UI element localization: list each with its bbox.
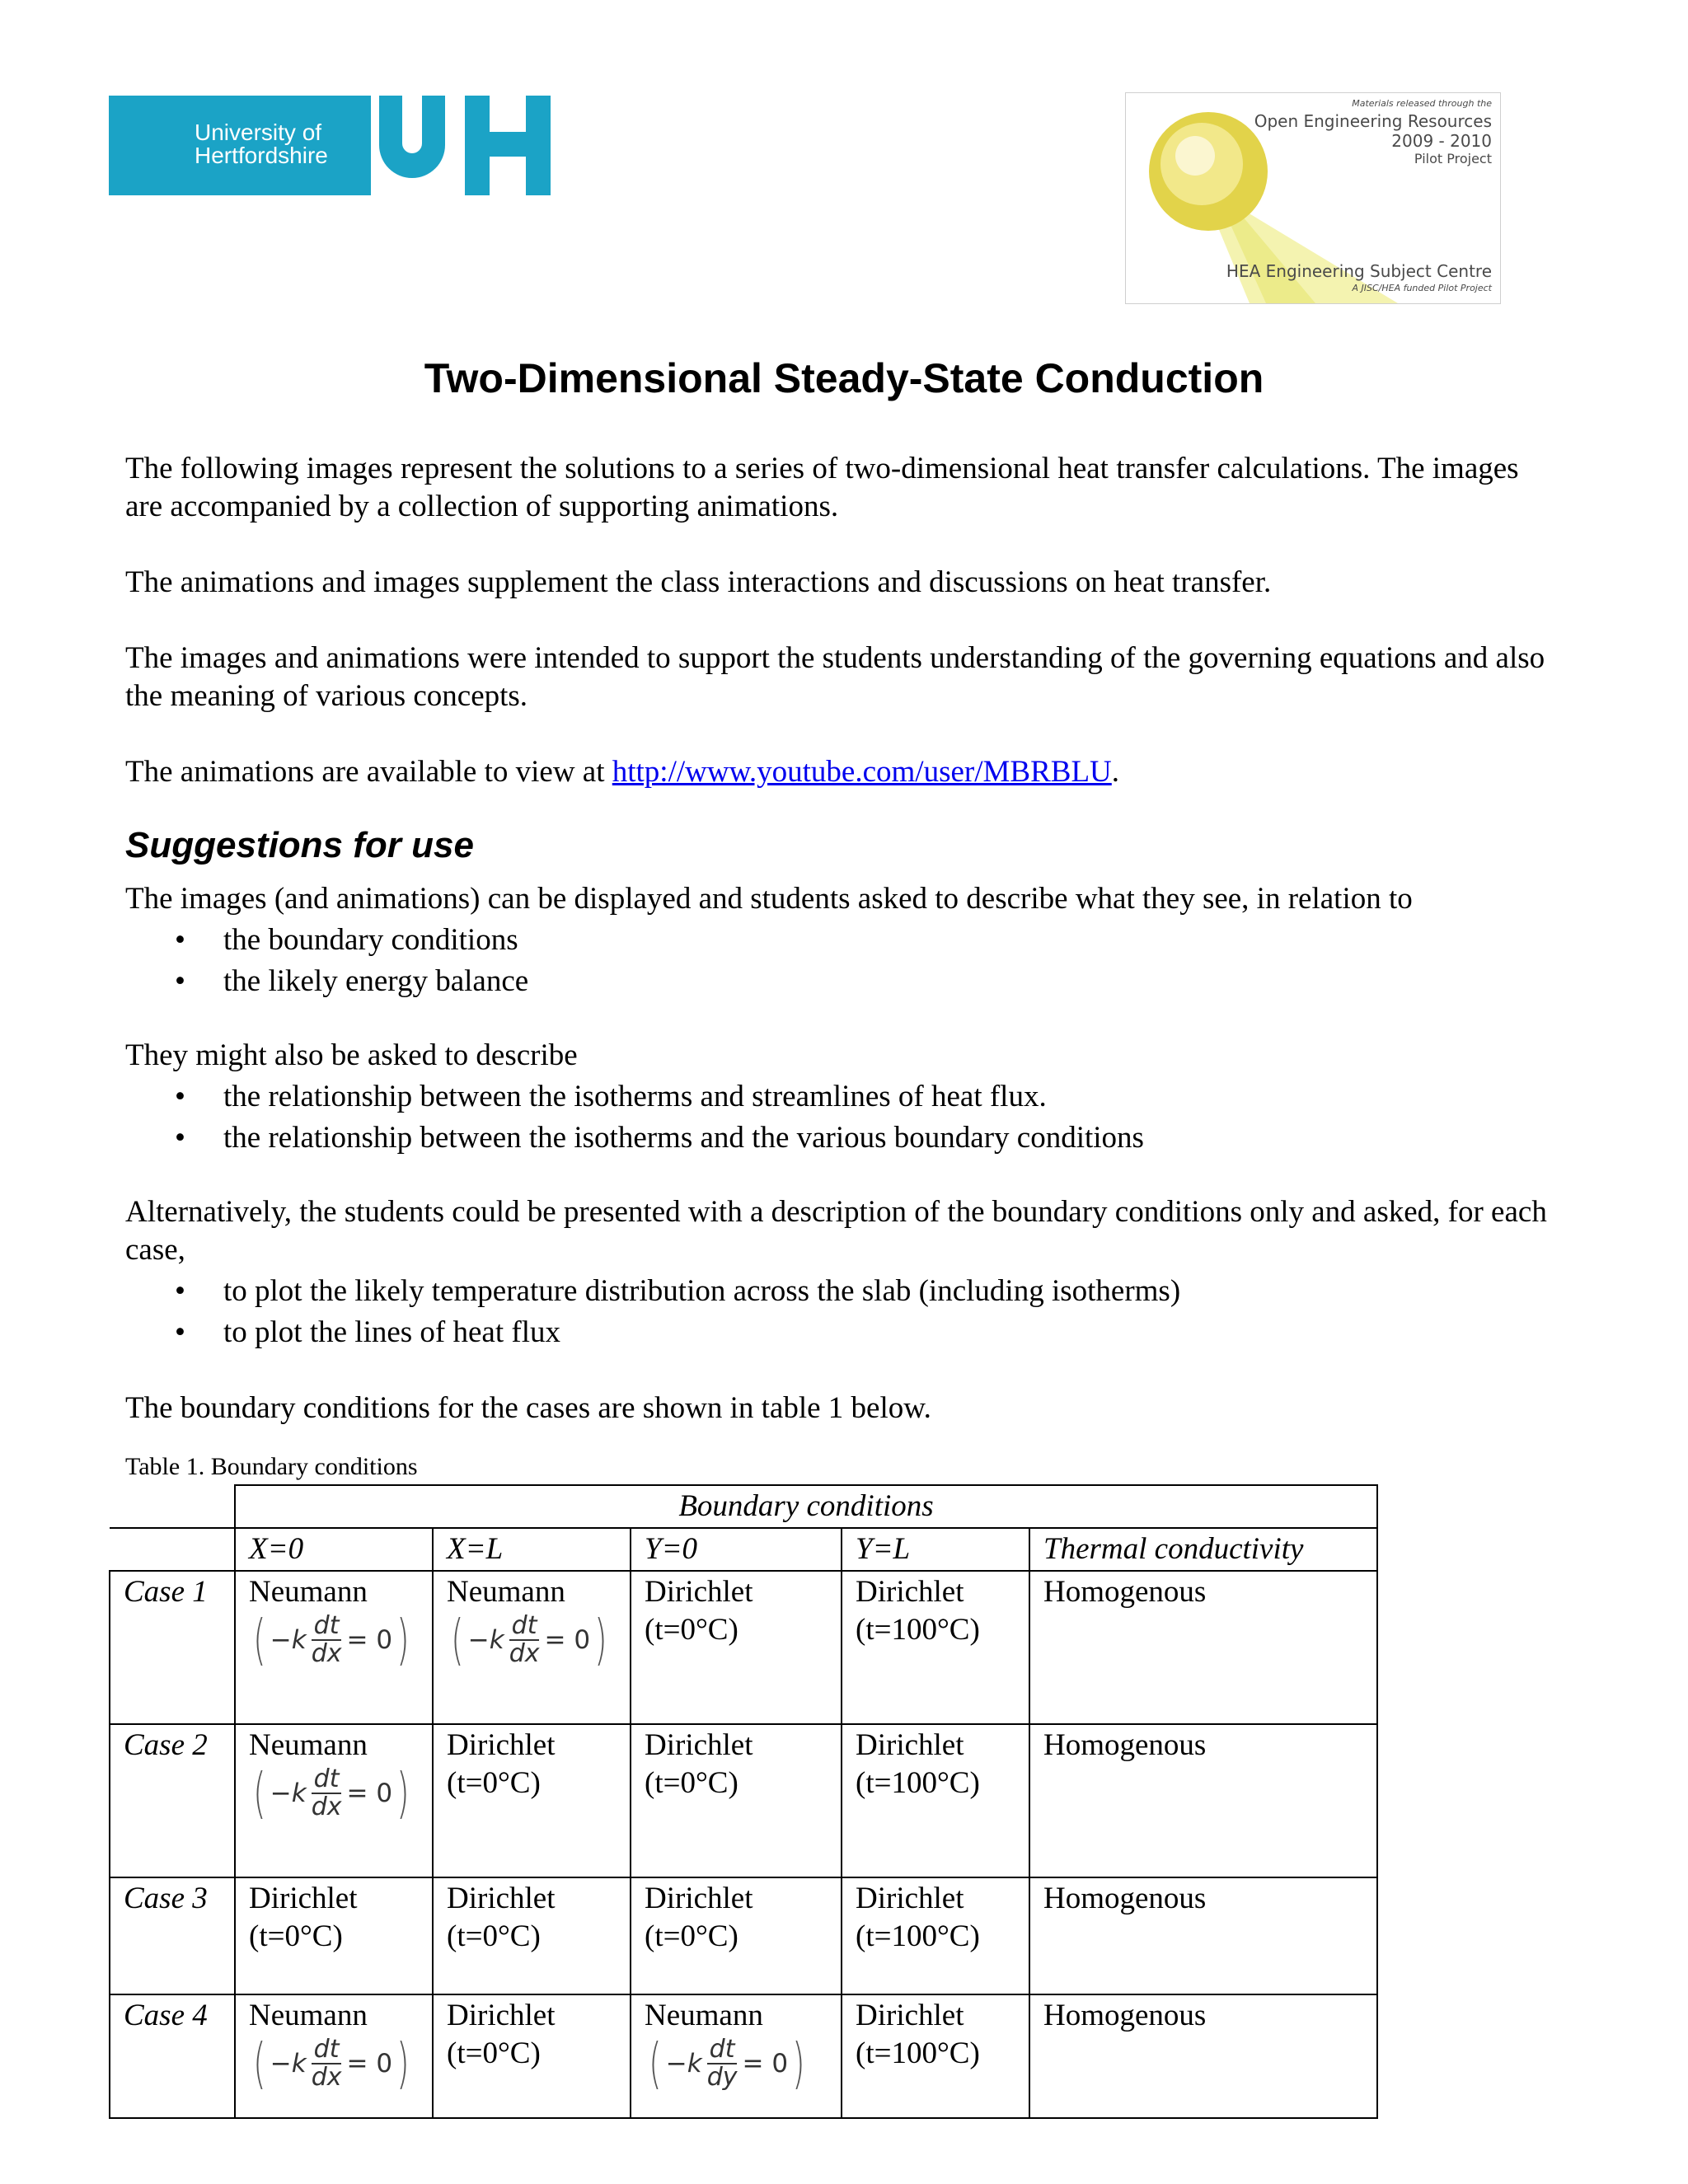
table-cell (842, 1571, 1029, 1724)
column-header: Y=L (842, 1528, 1029, 1571)
svg-text:Hertfordshire: Hertfordshire (195, 143, 328, 168)
table-cell (1029, 1724, 1377, 1877)
empty-corner-cell (110, 1485, 235, 1528)
condition-value: (t=0°C) (447, 1919, 541, 1953)
condition-value: (t=0°C) (645, 1766, 738, 1800)
derivative-fraction (509, 1613, 540, 1667)
condition-type: Neumann (645, 1999, 763, 2032)
bullet: • (175, 1315, 185, 1349)
case-label: Case 2 (110, 1724, 235, 1877)
left-paren: ( (451, 1608, 464, 1671)
condition-type: Dirichlet (645, 1728, 753, 1762)
suggestions-lead-3: Alternatively, the students could be presented with a description of the boundary conditions only and asked, for each case, (125, 1195, 1547, 1267)
condition-value: (t=100°C) (856, 1919, 980, 1953)
case-label: Case 1 (110, 1571, 235, 1724)
condition-type: Neumann (447, 1575, 565, 1609)
suggestions-list-2 (125, 1076, 1559, 1159)
neumann-equation (249, 1761, 414, 1825)
bullet: • (175, 1274, 185, 1308)
minus-k: −k (270, 1625, 307, 1655)
intro-paragraph-1: The following images represent the solutions to a series of two-dimensional heat transfer calculations. The images are accompanied by a collection of supporting animations. (125, 452, 1519, 523)
condition-value: (t=0°C) (447, 2036, 541, 2070)
page-title: Two-Dimensional Steady-State Conduction (424, 355, 1264, 401)
condition-type: Homogenous (1043, 1575, 1207, 1609)
column-header: Thermal conductivity (1029, 1528, 1377, 1571)
condition-value: (t=100°C) (856, 1613, 980, 1647)
denominator: dy (706, 2063, 738, 2092)
suggestions-lead-2: They might also be asked to describe (125, 1038, 578, 1072)
condition-value: (t=100°C) (856, 1766, 980, 1800)
left-paren: ( (253, 1608, 266, 1671)
numerator: dt (709, 2035, 735, 2064)
right-paren: ) (792, 2032, 805, 2095)
table-cell (433, 1724, 631, 1877)
suggestions-lead-1: The images (and animations) can be displayed and students asked to describe what they see, in relation to (125, 882, 1413, 916)
bullet: • (175, 923, 185, 957)
link-prefix: The animations are available to view at (125, 755, 612, 789)
suggestions-list-1 (125, 920, 1559, 1002)
neumann-equation (447, 1608, 612, 1671)
left-paren: ( (253, 1761, 266, 1825)
table-row (110, 1877, 1377, 1994)
svg-text:University of: University of (195, 120, 322, 145)
intro-paragraph-4 (125, 753, 1559, 791)
table-cell (433, 1877, 631, 1994)
table-cell (433, 1571, 631, 1724)
condition-value: (t=0°C) (249, 1919, 343, 1953)
denominator: dx (509, 1639, 540, 1668)
condition-type: Homogenous (1043, 1999, 1207, 2032)
denominator: dx (311, 1793, 342, 1821)
boundary-conditions-table (109, 1484, 1378, 2119)
suggestions-list-3 (125, 1271, 1559, 1353)
condition-type: Dirichlet (856, 1575, 964, 1609)
list-item: • to plot the lines of heat flux (125, 1312, 1559, 1353)
equals-zero: = 0 (346, 1779, 393, 1808)
right-paren: ) (396, 1761, 410, 1825)
table-cell (631, 1571, 842, 1724)
column-header: X=L (433, 1528, 631, 1571)
equals-zero: = 0 (544, 1625, 591, 1655)
table-caption: Table 1. Boundary conditions (125, 1453, 418, 1480)
denominator: dx (311, 1639, 342, 1668)
bullet: • (175, 1121, 185, 1155)
denominator: dx (311, 2063, 342, 2092)
table-cell (235, 1571, 433, 1724)
table-body (110, 1571, 1377, 2118)
bullet: • (175, 1080, 185, 1113)
table-row (110, 1724, 1377, 1877)
condition-value: (t=100°C) (856, 2036, 980, 2070)
condition-type: Dirichlet (856, 1728, 964, 1762)
bullet: • (175, 964, 185, 998)
numerator: dt (313, 1765, 340, 1793)
condition-value: (t=0°C) (447, 1766, 541, 1800)
table-cell (235, 1994, 433, 2118)
table-cell (842, 1724, 1029, 1877)
equals-zero: = 0 (742, 2049, 789, 2079)
column-header: Y=0 (631, 1528, 842, 1571)
case-label: Case 3 (110, 1877, 235, 1994)
right-paren: ) (396, 2032, 410, 2095)
condition-type: Dirichlet (447, 1728, 556, 1762)
condition-type: Dirichlet (856, 1882, 964, 1915)
minus-k: −k (270, 2049, 307, 2079)
condition-type: Dirichlet (645, 1575, 753, 1609)
empty-corner-cell (110, 1528, 235, 1571)
numerator: dt (511, 1611, 537, 1640)
suggestions-heading: Suggestions for use (125, 825, 474, 865)
condition-type: Dirichlet (249, 1882, 358, 1915)
condition-type: Dirichlet (447, 1999, 556, 2032)
equals-zero: = 0 (346, 1625, 393, 1655)
table-cell (1029, 1571, 1377, 1724)
minus-k: −k (467, 1625, 504, 1655)
list-item: • the boundary conditions (125, 920, 1559, 961)
column-header: X=0 (235, 1528, 433, 1571)
table-cell (1029, 1994, 1377, 2118)
link-suffix: . (1111, 755, 1120, 789)
table-cell (433, 1994, 631, 2118)
intro-paragraph-2: The animations and images supplement the class interactions and discussions on heat transfer. (125, 565, 1272, 599)
table-row (110, 1994, 1377, 2118)
list-item: • the relationship between the isotherms and streamlines of heat flux. (125, 1076, 1559, 1118)
table-cell (631, 1877, 842, 1994)
table-cell (235, 1877, 433, 1994)
group-header: Boundary conditions (235, 1485, 1377, 1528)
list-item: • the relationship between the isotherms and the various boundary conditions (125, 1118, 1559, 1159)
condition-type: Neumann (249, 1999, 368, 2032)
left-paren: ( (253, 2032, 266, 2095)
derivative-fraction (707, 2036, 738, 2091)
minus-k: −k (270, 1779, 307, 1808)
condition-value: (t=0°C) (645, 1919, 738, 1953)
youtube-link[interactable]: http://www.youtube.com/user/MBRBLU (612, 755, 1112, 789)
neumann-equation (249, 1608, 414, 1671)
right-paren: ) (396, 1608, 410, 1671)
condition-type: Dirichlet (856, 1999, 964, 2032)
case-label: Case 4 (110, 1994, 235, 2118)
list-item: • to plot the likely temperature distribution across the slab (including isotherms) (125, 1271, 1559, 1312)
table-cell (842, 1994, 1029, 2118)
table-row (110, 1571, 1377, 1724)
right-paren: ) (594, 1608, 607, 1671)
numerator: dt (313, 2035, 340, 2064)
table-cell (1029, 1877, 1377, 1994)
left-paren: ( (649, 2032, 662, 2095)
numerator: dt (313, 1611, 340, 1640)
derivative-fraction (312, 1766, 342, 1821)
condition-type: Dirichlet (645, 1882, 753, 1915)
condition-type: Neumann (249, 1728, 368, 1762)
condition-type: Homogenous (1043, 1728, 1207, 1762)
minus-k: −k (665, 2049, 702, 2079)
equals-zero: = 0 (346, 2049, 393, 2079)
condition-type: Neumann (249, 1575, 368, 1609)
condition-type: Homogenous (1043, 1882, 1207, 1915)
table-intro: The boundary conditions for the cases are shown in table 1 below. (125, 1391, 931, 1425)
table-cell (235, 1724, 433, 1877)
neumann-equation (249, 2032, 414, 2095)
condition-value: (t=0°C) (645, 1613, 738, 1647)
condition-type: Dirichlet (447, 1882, 556, 1915)
table-cell (631, 1994, 842, 2118)
intro-paragraph-3: The images and animations were intended to support the students understanding of the governing equations and also the meaning of various concepts. (125, 641, 1545, 713)
table-cell (631, 1724, 842, 1877)
derivative-fraction (312, 2036, 342, 2091)
open-engineering-resources-logo: Materials released through the Open Engineering Resources 2009 - 2010 Pilot Project HEA Engineering Subject Centre A JISC/HEA funded Pilot Project (1125, 92, 1501, 304)
table-cell (842, 1877, 1029, 1994)
university-of-hertfordshire-logo (109, 96, 554, 195)
neumann-equation (645, 2032, 809, 2095)
derivative-fraction (312, 1613, 342, 1667)
list-item: • the likely energy balance (125, 961, 1559, 1002)
